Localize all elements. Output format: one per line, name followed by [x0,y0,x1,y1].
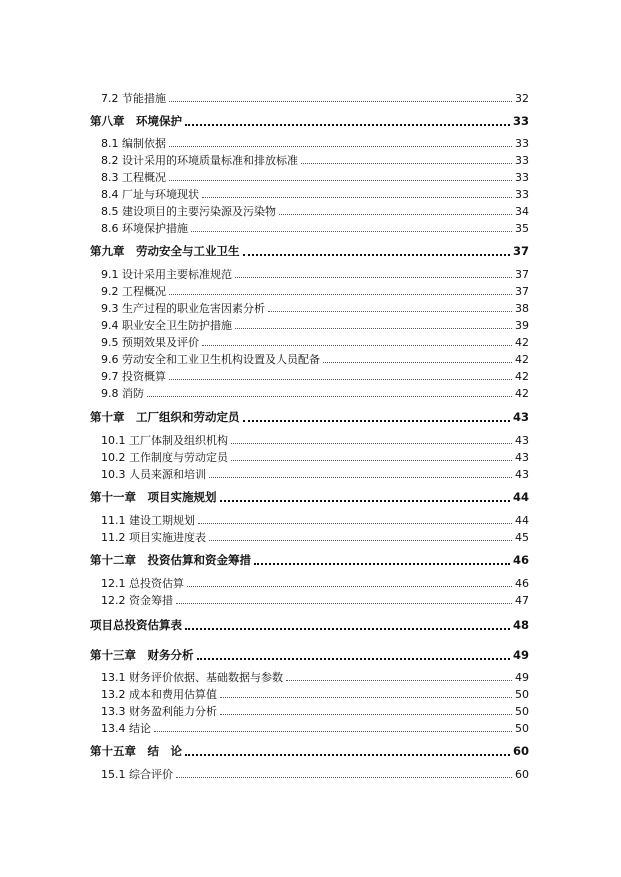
toc-chapter-entry[interactable] [90,648,529,662]
toc-page-number: 38 [515,302,529,315]
toc-entry-title: 12.1 总投资估算 [101,577,184,590]
toc-dot-leader [202,345,512,346]
toc-section-entry[interactable] [101,705,529,718]
toc-page-number: 47 [515,594,529,607]
toc-page-number: 33 [515,154,529,167]
toc-entry-title: 13.2 成本和费用估算值 [101,688,217,701]
toc-page-number: 42 [515,336,529,349]
toc-page-number: 45 [515,531,529,544]
toc-page-number: 43 [512,410,529,424]
toc-dot-leader [286,680,512,681]
toc-dot-leader [169,146,512,147]
toc-section-entry[interactable] [101,671,529,684]
toc-section-entry[interactable] [101,434,529,447]
toc-entry-title: 第十一章 项目实施规划 [90,490,217,504]
toc-page-number: 37 [512,244,529,258]
toc-entry-title: 第九章 劳动安全与工业卫生 [90,244,240,258]
toc-page-number: 44 [512,490,529,504]
toc-dot-leader [169,101,512,102]
toc-page-number: 42 [515,387,529,400]
toc-entry-title: 9.2 工程概况 [101,285,166,298]
toc-page-number: 60 [512,744,529,758]
toc-chapter-entry[interactable] [90,744,529,758]
toc-page-number: 42 [515,353,529,366]
toc-entry-title: 13.3 财务盈利能力分析 [101,705,217,718]
toc-entry-title: 9.5 预期效果及评价 [101,336,199,349]
toc-page-number: 60 [515,768,529,781]
toc-dot-leader [231,460,512,461]
toc-section-entry[interactable] [101,302,529,315]
toc-chapter-entry[interactable] [90,244,529,258]
toc-page-number: 33 [515,137,529,150]
toc-dot-leader [169,379,512,380]
toc-dot-leader [235,328,512,329]
toc-page-number: 33 [512,114,529,128]
toc-dot-leader [209,540,512,541]
toc-dot-leader [198,523,512,524]
toc-entry-title: 9.7 投资概算 [101,370,166,383]
toc-section-entry[interactable] [101,222,529,235]
toc-entry-title: 8.2 设计采用的环境质量标准和排放标准 [101,154,298,167]
toc-chapter-entry[interactable] [90,490,529,504]
toc-dot-leader [154,731,512,732]
toc-entry-title: 8.4 厂址与环境现状 [101,188,199,201]
toc-page-number: 35 [515,222,529,235]
toc-dot-leader [185,124,510,126]
toc-dot-leader [169,180,512,181]
toc-page-number: 49 [512,648,529,662]
toc-section-entry[interactable] [101,319,529,332]
toc-section-entry[interactable] [101,154,529,167]
toc-section-entry[interactable] [101,205,529,218]
toc-section-entry[interactable] [101,688,529,701]
toc-section-entry[interactable] [101,370,529,383]
toc-section-entry[interactable] [101,353,529,366]
toc-dot-leader [185,754,510,756]
toc-page-number: 37 [515,268,529,281]
toc-section-entry[interactable] [101,768,529,781]
toc-page-number: 49 [515,671,529,684]
toc-entry-title: 10.2 工作制度与劳动定员 [101,451,228,464]
toc-section-entry[interactable] [101,514,529,527]
toc-section-entry[interactable] [101,336,529,349]
toc-section-entry[interactable] [101,188,529,201]
toc-entry-title: 第十三章 财务分析 [90,648,194,662]
toc-page-number: 48 [512,618,529,632]
toc-dot-leader [191,231,512,232]
toc-dot-leader [279,214,512,215]
toc-dot-leader [220,714,512,715]
toc-entry-title: 7.2 节能措施 [101,92,166,105]
toc-entry-title: 项目总投资估算表 [90,618,182,632]
toc-chapter-entry[interactable] [90,553,529,567]
toc-chapter-entry[interactable] [90,410,529,424]
toc-entry-title: 8.5 建设项目的主要污染源及污染物 [101,205,276,218]
toc-section-entry[interactable] [101,268,529,281]
toc-entry-title: 15.1 综合评价 [101,768,173,781]
toc-dot-leader [243,254,510,256]
toc-dot-leader [323,362,512,363]
toc-dot-leader [243,420,510,422]
toc-dot-leader [176,777,512,778]
toc-page-number: 44 [515,514,529,527]
toc-section-entry[interactable] [101,451,529,464]
toc-page-number: 46 [512,553,529,567]
toc-section-entry[interactable] [101,285,529,298]
toc-entry-title: 13.1 财务评价依据、基础数据与参数 [101,671,283,684]
toc-page-number: 32 [515,92,529,105]
toc-page-number: 43 [515,451,529,464]
toc-section-entry[interactable] [101,468,529,481]
toc-dot-leader [185,628,510,630]
toc-page-number: 34 [515,205,529,218]
toc-entry-title: 第八章 环境保护 [90,114,182,128]
toc-page-number: 50 [515,722,529,735]
toc-section-entry[interactable] [101,171,529,184]
toc-entry-title: 13.4 结论 [101,722,151,735]
toc-section-entry[interactable] [101,92,529,105]
toc-entry-title: 12.2 资金筹措 [101,594,173,607]
toc-dot-leader [268,311,512,312]
toc-entry-title: 8.3 工程概况 [101,171,166,184]
toc-entry-title: 9.1 设计采用主要标准规范 [101,268,232,281]
toc-entry-title: 10.1 工厂体制及组织机构 [101,434,228,447]
toc-section-entry[interactable] [101,531,529,544]
toc-dot-leader [209,477,512,478]
toc-dot-leader [301,163,512,164]
toc-dot-leader [147,396,512,397]
toc-page-number: 37 [515,285,529,298]
toc-page-number: 39 [515,319,529,332]
toc-entry-title: 9.8 消防 [101,387,144,400]
toc-entry-title: 8.1 编制依据 [101,137,166,150]
toc-section-entry[interactable] [101,594,529,607]
toc-entry-title: 11.2 项目实施进度表 [101,531,206,544]
toc-dot-leader [169,294,512,295]
toc-page-number: 43 [515,468,529,481]
toc-entry-title: 9.6 劳动安全和工业卫生机构设置及人员配备 [101,353,320,366]
toc-dot-leader [202,197,512,198]
toc-page-number: 50 [515,705,529,718]
toc-entry-title: 第十二章 投资估算和资金筹措 [90,553,251,567]
toc-dot-leader [231,443,512,444]
toc-entry-title: 9.4 职业安全卫生防护措施 [101,319,232,332]
toc-page-number: 50 [515,688,529,701]
toc-page-number: 33 [515,171,529,184]
toc-page-number: 42 [515,370,529,383]
toc-section-entry[interactable] [101,722,529,735]
toc-entry-title: 8.6 环境保护措施 [101,222,188,235]
toc-dot-leader [254,563,510,565]
toc-page-number: 43 [515,434,529,447]
toc-chapter-entry[interactable] [90,618,529,632]
toc-dot-leader [187,586,512,587]
toc-entry-title: 第十五章 结 论 [90,744,182,758]
toc-entry-title: 9.3 生产过程的职业危害因素分析 [101,302,265,315]
toc-section-entry[interactable] [101,137,529,150]
toc-chapter-entry[interactable] [90,114,529,128]
toc-entry-title: 第十章 工厂组织和劳动定员 [90,410,240,424]
toc-dot-leader [220,500,510,502]
toc-entry-title: 11.1 建设工期规划 [101,514,195,527]
toc-section-entry[interactable] [101,387,529,400]
toc-dot-leader [220,697,512,698]
toc-page-number: 46 [515,577,529,590]
toc-dot-leader [176,603,512,604]
toc-entry-title: 10.3 人员来源和培训 [101,468,206,481]
toc-dot-leader [197,658,510,660]
toc-section-entry[interactable] [101,577,529,590]
toc-dot-leader [235,277,512,278]
toc-page-number: 33 [515,188,529,201]
